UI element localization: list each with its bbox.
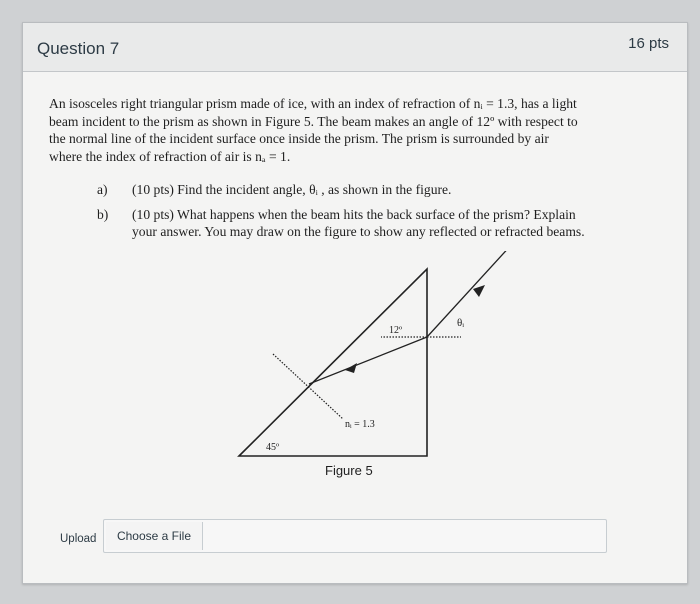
question-points: 16 pts	[628, 35, 669, 52]
part-a-text: (10 pts) Find the incident angle, θᵢ , as shown in the figure.	[132, 182, 452, 197]
upload-label: Upload	[60, 533, 97, 545]
angle-base-label: 45º	[266, 442, 280, 453]
question-text-line: beam incident to the prism as shown in Figure 5. The beam makes an angle of 12º with respect to	[49, 113, 578, 129]
part-a	[97, 181, 657, 199]
index-label: nᵢ = 1.3	[345, 419, 375, 430]
choose-file-button[interactable]: Choose a File	[106, 522, 203, 550]
incident-arrowhead	[473, 285, 485, 297]
question-text-line: An isosceles right triangular prism made of ice, with an index of refraction of nᵢ = 1.3, has a light	[49, 96, 577, 111]
refracted-beam	[309, 337, 427, 384]
part-b	[97, 206, 657, 242]
prism-figure	[233, 251, 533, 461]
part-b-text-line2: your answer. You may draw on the figure to show any reflected or refracted beams.	[132, 224, 585, 239]
question-title: Question 7	[37, 39, 120, 58]
prism-triangle	[239, 269, 427, 456]
file-upload-field[interactable]	[103, 519, 607, 553]
angle-incident-label: θᵢ	[457, 317, 465, 329]
refracted-arrowhead	[345, 363, 357, 373]
part-b-text-line1: (10 pts) What happens when the beam hits the back surface of the prism? Explain	[132, 207, 576, 222]
incident-beam	[427, 251, 513, 337]
question-text-line: the normal line of the incident surface once inside the prism. The prism is surrounded by air	[49, 131, 549, 146]
question-text	[49, 95, 649, 165]
question-text-line: where the index of refraction of air is nₐ = 1.	[49, 148, 291, 164]
question-card	[22, 22, 688, 584]
figure-caption: Figure 5	[325, 463, 373, 478]
question-header	[23, 23, 687, 72]
angle-top-label: 12º	[389, 325, 403, 336]
part-a-label: a)	[97, 182, 108, 197]
part-b-label: b)	[97, 207, 109, 222]
